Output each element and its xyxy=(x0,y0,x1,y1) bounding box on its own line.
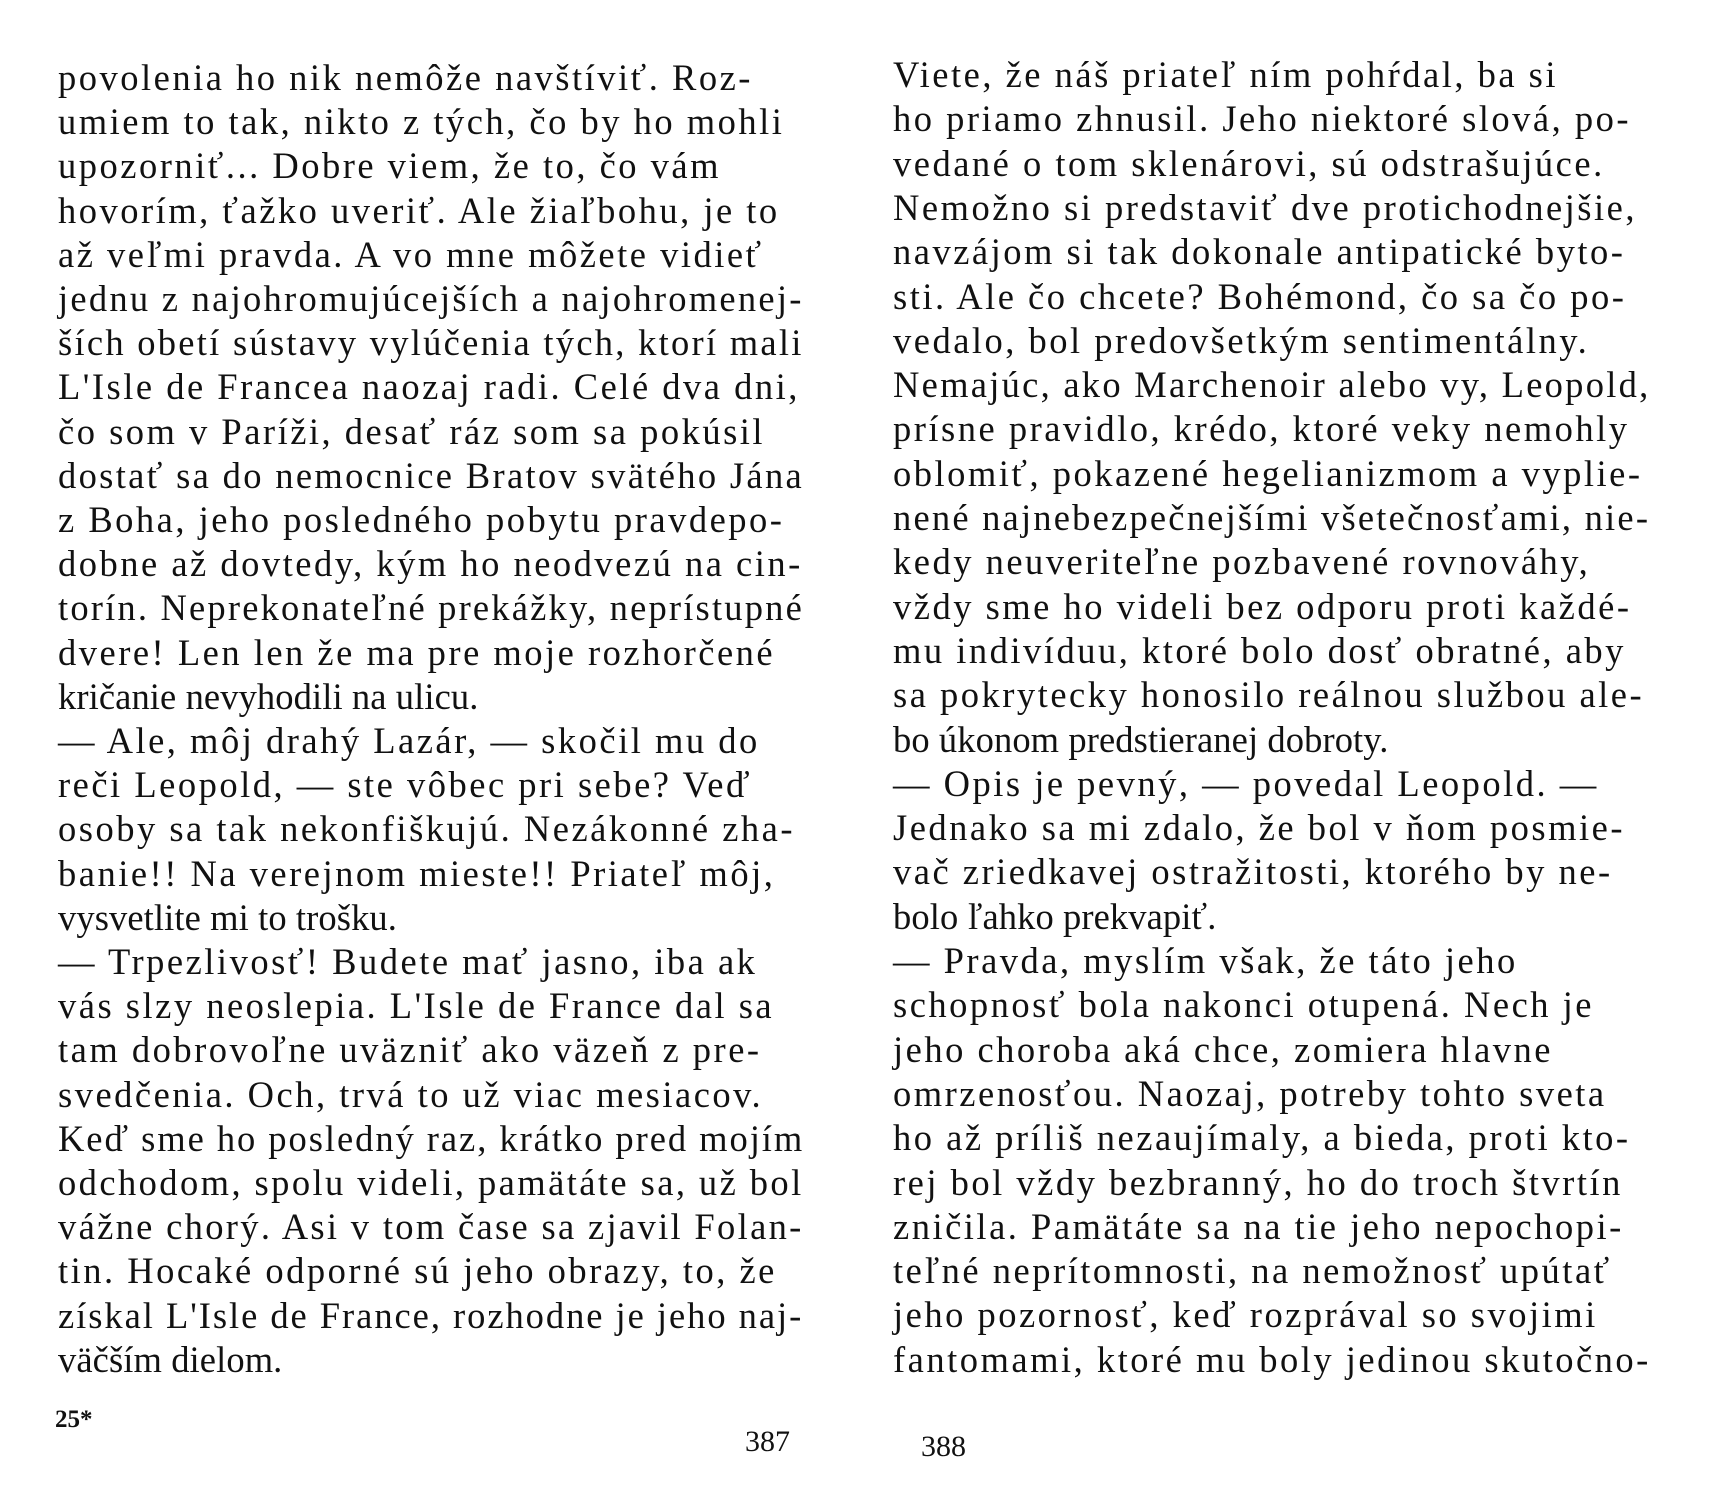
text-line: schopnosť bola nakonci otupená. Nech je xyxy=(893,984,1594,1026)
text-line: omrzenosťou. Naozaj, potreby tohto sveta xyxy=(893,1072,1607,1114)
text-line: tin. Hocaké odporné sú jeho obrazy, to, že xyxy=(58,1250,777,1292)
text-line: vysvetlite mi to trošku. xyxy=(58,896,397,938)
text-line: L'Isle de Francea naozaj radi. Celé dva dni, xyxy=(58,366,800,408)
text-line: bo úkonom predstieranej dobroty. xyxy=(893,718,1389,760)
text-line: — Ale, môj drahý Lazár, — skočil mu do xyxy=(58,720,760,761)
text-line: hovorím, ťažko uveriť. Ale žiaľbohu, je to xyxy=(58,189,780,231)
text-line: jednu z najohromujúcejších a najohromenej- xyxy=(58,278,804,319)
text-line: mu indivíduu, ktoré bolo dosť obratné, aby xyxy=(893,629,1626,671)
page-number-right: 388 xyxy=(921,1430,966,1463)
printer-signature-mark: 25* xyxy=(55,1406,93,1433)
text-line: ho až príliš nezaujímaly, a bieda, proti kto- xyxy=(893,1117,1631,1159)
text-line: Keď sme ho posledný raz, krátko pred mojím xyxy=(58,1117,805,1159)
text-line: — Opis je pevný, — povedal Leopold. — xyxy=(893,762,1599,804)
text-line: vždy sme ho videli bez odporu proti každé- xyxy=(893,585,1632,627)
text-line: získal L'Isle de France, rozhodne je jeho naj- xyxy=(58,1294,804,1336)
text-line: vedané o tom sklenárovi, sú odstrašujúce. xyxy=(893,142,1605,184)
text-line: Nemajúc, ako Marchenoir alebo vy, Leopold, xyxy=(893,364,1651,406)
text-line: fantomami, ktoré mu boly jedinou skutočno- xyxy=(893,1338,1651,1380)
text-line: povolenia ho nik nemôže navštíviť. Roz- xyxy=(58,57,753,98)
text-line: navzájom si tak dokonale antipatické byto- xyxy=(893,231,1626,273)
text-line: dvere! Len len že ma pre moje rozhorčené xyxy=(58,631,776,673)
text-line: Jednako sa mi zdalo, že bol v ňom posmie- xyxy=(893,807,1625,849)
text-line: torín. Neprekonateľné prekážky, neprístupné xyxy=(58,587,804,629)
text-line: jeho choroba aká chce, zomiera hlavne xyxy=(893,1028,1553,1070)
text-line: kedy neuveriteľne pozbavené rovnováhy, xyxy=(893,541,1591,583)
right-page xyxy=(857,0,1714,1500)
text-line: dobne až dovtedy, kým ho neodvezú na cin- xyxy=(58,543,803,585)
text-line: vedalo, bol predovšetkým sentimentálny. xyxy=(893,319,1590,361)
text-line: ších obetí sústavy vylúčenia tých, ktorí mali xyxy=(58,322,804,364)
text-line: banie!! Na verejnom mieste!! Priateľ môj, xyxy=(58,852,776,894)
text-line: z Boha, jeho posledného pobytu pravdepo- xyxy=(58,499,785,540)
text-line: Nemožno si predstaviť dve protichodnejšie, xyxy=(893,186,1637,228)
text-line: vážne chorý. Asi v tom čase sa zjavil Folan- xyxy=(58,1206,804,1248)
text-line: väčším dielom. xyxy=(58,1338,283,1380)
text-line: zničila. Pamätáte sa na tie jeho nepochopi- xyxy=(893,1205,1624,1247)
text-line: — Trpezlivosť! Budete mať jasno, iba ak xyxy=(58,941,758,982)
text-line: Viete, že náš priateľ ním pohŕdal, ba si xyxy=(893,54,1559,95)
text-line: kričanie nevyhodili na ulicu. xyxy=(58,675,479,717)
text-line: tam dobrovoľne uväzniť ako väzeň z pre- xyxy=(58,1029,762,1071)
text-line: prísne pravidlo, krédo, ktoré veky nemohly xyxy=(893,408,1630,450)
text-line: bolo ľahko prekvapiť. xyxy=(893,895,1217,937)
text-line: svedčenia. Och, trvá to už viac mesiacov. xyxy=(58,1073,764,1115)
text-line: oblomiť, pokazené hegelianizmom a vyplie- xyxy=(893,452,1643,494)
text-line: osoby sa tak nekonfiškujú. Nezákonné zha- xyxy=(58,808,796,850)
text-line: dostať sa do nemocnice Bratov svätého Jána xyxy=(58,454,805,496)
page-number-left: 387 xyxy=(745,1425,790,1458)
text-line: umiem to tak, nikto z tých, čo by ho mohli xyxy=(58,101,785,143)
text-line: sa pokrytecky honosilo reálnou službou ale- xyxy=(893,674,1645,716)
text-line: odchodom, spolu videli, pamätáte sa, už bol xyxy=(58,1162,804,1203)
text-line: upozorniť... Dobre viem, že to, čo vám xyxy=(58,145,721,187)
text-line: vač zriedkavej ostražitosti, ktorého by ne- xyxy=(893,851,1613,893)
text-line: čo som v Paríži, desať ráz som sa pokúsil xyxy=(58,410,766,452)
text-line: až veľmi pravda. A vo mne môžete vidieť xyxy=(58,233,764,275)
text-line: vás slzy neoslepia. L'Isle de France dal sa xyxy=(58,985,775,1027)
text-line: jeho pozornosť, keď rozprával so svojimi xyxy=(893,1294,1598,1336)
text-line: reči Leopold, — ste vôbec pri sebe? Veď xyxy=(58,764,753,806)
text-line: rej bol vždy bezbranný, ho do troch štvrtín xyxy=(893,1161,1623,1203)
text-line: — Pravda, myslím však, že táto jeho xyxy=(893,940,1518,981)
text-line: sti. Ale čo chcete? Bohémond, čo sa čo po- xyxy=(893,275,1627,317)
text-line: ho priamo zhnusil. Jeho niektoré slová, po- xyxy=(893,98,1632,140)
text-line: nené najnebezpečnejšími všetečnosťami, nie- xyxy=(893,497,1651,538)
text-line: teľné neprítomnosti, na nemožnosť upútať xyxy=(893,1250,1612,1292)
